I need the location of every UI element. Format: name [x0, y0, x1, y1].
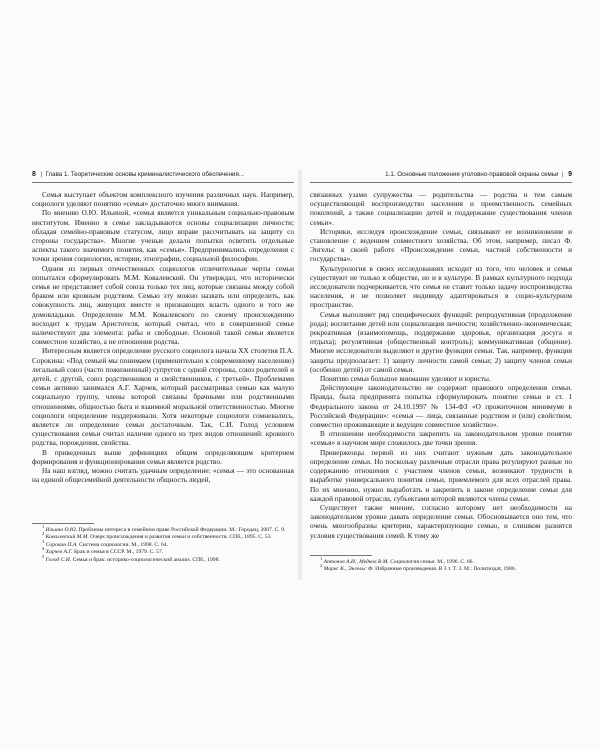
left-paragraph: По мнению О.Ю. Ильиной, «семья является уникальным социально-правовым институтом. Именно в семье закладываются основы социализации личности; обладая семейно-правовым статусом, лицо вправе рассчитывать на защиту со стороны государства». Многие ученые делали попытки осветить отдельные аспекты такого значимого понятия, как «семья». Предпринимались определения с точки зрения социологии, истории, этнографии, социальной философии. — [32, 208, 294, 264]
left-running-header — [32, 170, 294, 182]
left-running-head: Глава 1. Теоретические основы криминалистического обеспечения... — [45, 171, 244, 178]
left-body-text — [32, 190, 294, 485]
right-paragraph: связанных узами супружества — родительства — родства и тем самым осуществляющей воспроизводство населения и преемственность семейных поколений, а также социализацию детей и поддержание существования членов семьи». — [310, 190, 572, 227]
left-footnotes — [32, 524, 294, 564]
right-paragraph: В отношении необходимости закрепить на законодательном уровне понятие «семья» в научном мире сложилось две точки зрения. — [310, 429, 572, 448]
right-footnotes — [310, 556, 572, 574]
left-paragraph: В приведенных выше дефинициях общим определяющим критерием формирования и функционирования семьи является родство. — [32, 447, 294, 466]
footnote: $^3$ Сорокин П.А. Система социологии. М., 1998. С. 64. — [42, 538, 168, 548]
right-running-head: 1.1. Основные положения уголовно-правовой охраны семьи — [385, 171, 559, 178]
right-paragraph: Семья выполняет ряд специфических функций: репродуктивная (продолжение рода); воспитание детей или социализация личности; хозяйственно-экономическая; рекреативная (взаимопомощь, поддержание здоровья, организация досуга и отдыха); регулятивная (общественный контроль); коммуникативная (общение). Многие исследователи выделяют и другие функции семьи. Так, например, функция защиты предполагает: 1) защиту личности самой семьи; 2) защиту членов семьи (особенно детей) от самой семьи. — [310, 309, 572, 374]
right-paragraph: Культурология в своих исследованиях исходит из того, что человек и семья существуют не только в обществе, но и в культуре. В рамках культурного подхода исследователи подчеркивается, что семья не ставит только задачу воспроизводства населения, и не позволяет индивиду адаптироваться в социо-культурном пространстве. — [310, 263, 572, 310]
left-paragraph: Интересным является определение русского социолога начала XX столетия П.А. Сорокина: «Под семьей мы понимаем (применительно к современному населению) легальный союз (часто пожизненный) супругов с одной стороны, союз родителей и детей, с другой, союз родственников и свойственников, с третьей». Проблемами семьи активно занимался А.Г. Харчев, который рассматривал семью как малую социальную группу, члены которой связаны брачными или родственными отношениями, общностью быта и взаимной моральной ответственностью. Многие социологи определение поддерживали. Хотя некоторые социологи сомневались, является ли определение семьи достаточным. Так, С.И. Голод условием существования семьи считал наличие одного из трех видов отношений: кровного родства, порождения, свойства. — [32, 346, 294, 448]
left-header-rule — [32, 182, 294, 183]
right-paragraph: Понятию семьи большое внимание уделяют и юристы. — [320, 374, 491, 384]
header-separator: | — [40, 171, 43, 178]
right-paragraph: Действующее законодательство не содержит правового определения семьи. Правда, была предпринята попытка сформулировать понятие семьи в ст. 1 Федерального закона от 24.10.1997 № 134-ФЗ «О прожиточном минимуме в Российской Федерации»: «семья — лица, связанные родством и (или) свойством, совместно проживающие и ведущие совместное хозяйство». — [310, 383, 572, 430]
book-gutter — [297, 170, 303, 580]
footnote: $^2$ Ковалевский М.М. Очерк происхождения и развития семьи и собственности. СПб., 1895. С. 53. — [42, 531, 272, 541]
right-page-number: 9 — [568, 171, 572, 178]
left-page-number: 8 — [32, 171, 36, 178]
right-paragraph: Историки, исследуя происхождение семьи, связывают ее возникновение и становление с ведением совместного хозяйства. Об этом, например, писал Ф. Энгельс в своей работе «Происхождение семьи, частной собственности и государства». — [310, 226, 572, 264]
footnote: $^1$ Антонов А.И., Медков В.М. Социология семьи. М., 1996. С. 66. — [320, 556, 474, 565]
right-body-text — [310, 190, 572, 540]
left-paragraph: Одним из первых отечественных социологов отличительные черты семьи попытался сформулировать М.М. Ковалевский. Он утверждал, что исторически семья не представляет собой союза только тех лиц, которые связаны между собой браком или кровным родством. Семью эту можно назвать или определить, как совокупность лиц, живущих вместе и признающих власть одного и того же домовладыки. Определение М.М. Ковалевского по своему происхождению восходит к трудам Аристотеля, который считал, что в совершенной семье наличествуют два элемента: рабы и свободные. Основой такой семьи является совместное хозяйство, а не отношения родства. — [32, 263, 294, 347]
footnote: $^1$ Ильина О.Ю. Проблемы интереса в семейном праве Российской Федерации. М.: Городец, 2007. С. 9. — [42, 524, 286, 533]
footnote: $^4$ Харчев А.Г. Брак и семья в СССР. М., 1979. С. 57. — [42, 546, 164, 556]
right-header-rule — [310, 182, 572, 183]
left-paragraph: Семья выступает объектом комплексного изучения различных наук. Например, социологи уделяют понятию «семья» достаточно много внимания. — [32, 190, 294, 209]
right-paragraph: Приверженцы первой из них считают нужным дать законодательное определение семьи. Но поскольку различные отрасли права регулируют разные по содержанию отношения с участием членов семьи, возникают трудности в выработке универсального понятия семьи, приемлемого для всех отраслей права. По их мнению, нужно выработать и закрепить в законе определение семьи для каждой правовой отрасли, субъектами которой являются члены семьи. — [310, 447, 572, 503]
header-separator: | — [561, 171, 564, 178]
right-paragraph: Существует также мнение, согласно которому нет необходимости на законодательном уровне давать определение семьи. Обосновывается оно тем, что очень многообразны критерии, характеризующие семью, и слишком разнятся условия существования семей. К тому же — [310, 502, 572, 540]
right-running-header — [310, 170, 572, 182]
left-paragraph: На наш взгляд, можно считать удачным определение: «семья — это основанная на единой общесемейной деятельности общность людей, — [32, 466, 294, 485]
footnote: $^2$ Маркс К., Энгельс Ф. Избранные произведения. В 3 т. Т. 3. М.: Политиздат, 1986. — [320, 563, 517, 573]
footnote: $^5$ Голод С.И. Семья и брак: историко-социологический анализ. СПб., 1998. — [42, 553, 220, 563]
